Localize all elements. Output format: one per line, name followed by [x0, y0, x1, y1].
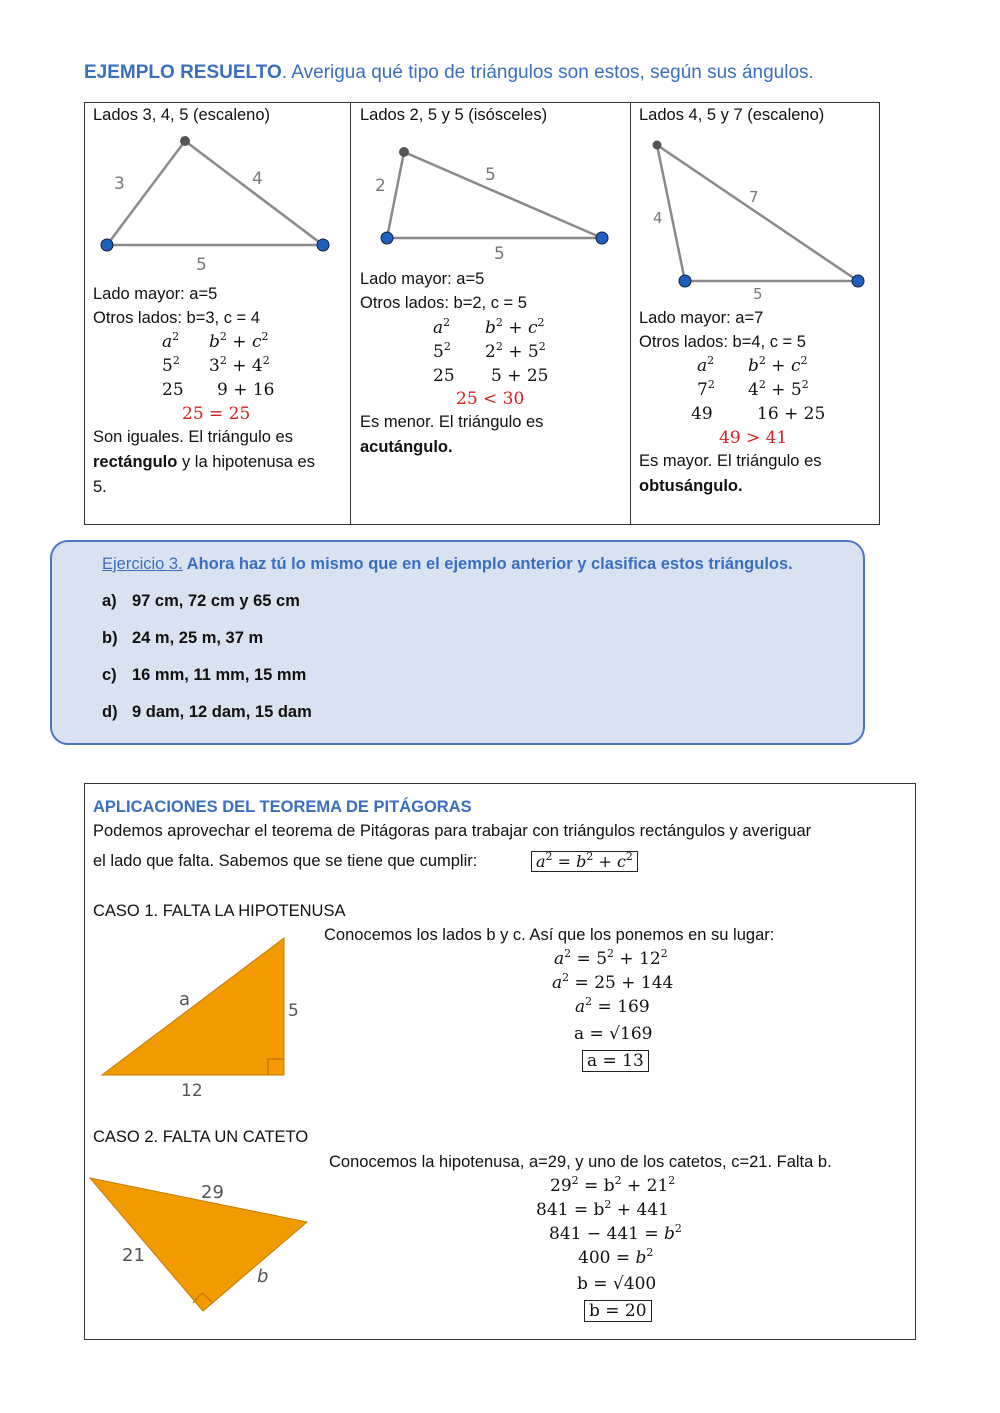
exercise-box — [50, 540, 865, 745]
col2-row1: $a^2$ — [433, 316, 451, 338]
caso1-line2: $a^2 = 25 + 144$ — [552, 971, 674, 993]
col2-row3: 25 — [433, 366, 455, 386]
col3-row3: 49 — [691, 404, 713, 424]
caso1-title: CASO 1. FALTA LA HIPOTENUSA — [93, 902, 346, 920]
col3-header: Lados 4, 5 y 7 (escaleno) — [639, 106, 825, 124]
vertex-dot — [381, 232, 393, 244]
col1-row3: 25 — [162, 380, 184, 400]
caso2-title: CASO 2. FALTA UN CATETO — [93, 1128, 309, 1146]
col1-concl2: rectángulo y la hipotenusa es — [93, 453, 315, 471]
col1-row1-right: $b^2 + c^2$ — [209, 330, 269, 352]
example-col-3 — [631, 103, 879, 524]
example-col-2 — [351, 103, 631, 524]
caso1-line3: $a^2 = 169$ — [575, 995, 650, 1017]
side-label: 21 — [122, 1245, 145, 1266]
col2-concl2: acutángulo. — [360, 438, 453, 456]
col3-row3-right: 16 + 25 — [757, 404, 826, 424]
col2-header: Lados 2, 5 y 5 (isósceles) — [360, 106, 548, 124]
side-label: 3 — [114, 174, 125, 194]
caso2-line1: $29^2 = b^2 + 21^2$ — [550, 1174, 676, 1196]
caso2-line2: $841 = b^2 + 441$ — [536, 1198, 669, 1220]
triangle-4-5-7 — [631, 103, 879, 303]
vertex-dot — [399, 147, 409, 157]
col3-concl1: Es mayor. El triángulo es — [639, 452, 822, 470]
col2-mayor: Lado mayor: a=5 — [360, 270, 485, 288]
caso1-triangle — [95, 932, 315, 1102]
section-title: EJEMPLO RESUELTO. Averigua qué tipo de triángulos son estos, según sus ángulos. — [84, 62, 814, 83]
side-label: 2 — [375, 176, 386, 196]
col3-result: 49 > 41 — [719, 428, 788, 448]
side-label: 4 — [252, 169, 263, 189]
col3-concl2: obtusángulo. — [639, 477, 743, 495]
col1-header: Lados 3, 4, 5 (escaleno) — [93, 106, 271, 124]
col1-row3-right: 9 + 16 — [217, 380, 275, 400]
base-label: 12 — [181, 1081, 203, 1101]
caso1-intro: Conocemos los lados b y c. Así que los ponemos en su lugar: — [324, 926, 775, 944]
side-label: 5 — [196, 255, 207, 275]
col2-row2: $5^2$ — [433, 340, 451, 362]
exercise-item: b) 24 m, 25 m, 37 m — [102, 629, 264, 647]
col1-row1: $a^2$ — [162, 330, 180, 352]
caso1-line1: $a^2 = 5^2 + 12^2$ — [554, 947, 668, 969]
exercise-item: d) 9 dam, 12 dam, 15 dam — [102, 703, 312, 721]
caso2-triangle — [85, 1174, 325, 1324]
col2-result: 25 < 30 — [456, 389, 525, 409]
triangle-3-4-5 — [85, 103, 351, 273]
side-label: 7 — [749, 188, 759, 206]
col3-row2: $7^2$ — [697, 378, 715, 400]
vertex-dot — [596, 232, 608, 244]
caso2-intro: Conocemos la hipotenusa, a=29, y uno de los catetos, c=21. Falta b. — [329, 1153, 832, 1171]
vertex-dot — [101, 239, 113, 251]
col1-concl3: 5. — [93, 478, 107, 496]
hyp-label: 29 — [201, 1182, 224, 1203]
side-label: 5 — [494, 244, 505, 264]
triangle-2-5-5 — [351, 103, 631, 273]
col3-row2-right: $4^2 + 5^2$ — [748, 378, 809, 400]
side-label: 5 — [753, 285, 763, 303]
col2-otros: Otros lados: b=2, c = 5 — [360, 294, 527, 312]
side-label: 4 — [653, 209, 663, 227]
triangle-outline — [107, 141, 323, 245]
side-label: b — [257, 1266, 269, 1287]
col3-row1-right: $b^2 + c^2$ — [748, 354, 808, 376]
applications-p2: el lado que falta. Sabemos que se tiene que cumplir: — [93, 852, 478, 870]
example-table — [84, 102, 880, 525]
col2-row3-right: 5 + 25 — [491, 366, 549, 386]
col1-concl1: Son iguales. El triángulo es — [93, 428, 293, 446]
vertex-dot — [852, 275, 864, 287]
applications-p1: Podemos aprovechar el teorema de Pitágoras para trabajar con triángulos rectángulos y averiguar — [93, 822, 812, 840]
exercise-item: a) 97 cm, 72 cm y 65 cm — [102, 592, 300, 610]
vertex-dot — [679, 275, 691, 287]
hyp-label: a — [179, 989, 191, 1010]
caso2-line4: $400 = b^2$ — [578, 1246, 654, 1268]
col1-otros: Otros lados: b=3, c = 4 — [93, 309, 260, 327]
vertex-dot — [180, 136, 190, 146]
triangle-outline — [657, 145, 858, 281]
col2-row2-right: $2^2 + 5^2$ — [485, 340, 546, 362]
col3-otros: Otros lados: b=4, c = 5 — [639, 333, 806, 351]
exercise-title: Ejercicio 3. Ahora haz tú lo mismo que en el ejemplo anterior y clasifica estos triángulos. — [102, 555, 793, 573]
col3-row1: $a^2$ — [697, 354, 715, 376]
orange-triangle — [102, 938, 284, 1075]
caso2-line3: $841 - 441 = b^2$ — [549, 1222, 682, 1244]
side-label: 5 — [485, 165, 496, 185]
vertex-dot — [317, 239, 329, 251]
exercise-item: c) 16 mm, 11 mm, 15 mm — [102, 666, 307, 684]
applications-title: APLICACIONES DEL TEOREMA DE PITÁGORAS — [93, 798, 472, 816]
col1-mayor: Lado mayor: a=5 — [93, 285, 218, 303]
caso1-line4: a = √169 — [574, 1024, 653, 1044]
side-label: 5 — [288, 1001, 299, 1021]
caso1-answer: a = 13 — [582, 1050, 649, 1072]
col2-row1-right: $b^2 + c^2$ — [485, 316, 545, 338]
col1-row2-right: $3^2 + 4^2$ — [209, 354, 270, 376]
pythagoras-formula: $a^2 = b^2 + c^2$ — [531, 851, 638, 872]
vertex-dot — [653, 141, 662, 150]
col2-concl1: Es menor. El triángulo es — [360, 413, 544, 431]
example-col-1 — [85, 103, 351, 524]
caso2-line5: b = √400 — [577, 1274, 657, 1294]
col1-result: 25 = 25 — [182, 404, 251, 424]
col1-row2: $5^2$ — [162, 354, 180, 376]
col3-mayor: Lado mayor: a=7 — [639, 309, 764, 327]
caso2-answer: b = 20 — [584, 1300, 652, 1322]
applications-box — [84, 783, 916, 1340]
